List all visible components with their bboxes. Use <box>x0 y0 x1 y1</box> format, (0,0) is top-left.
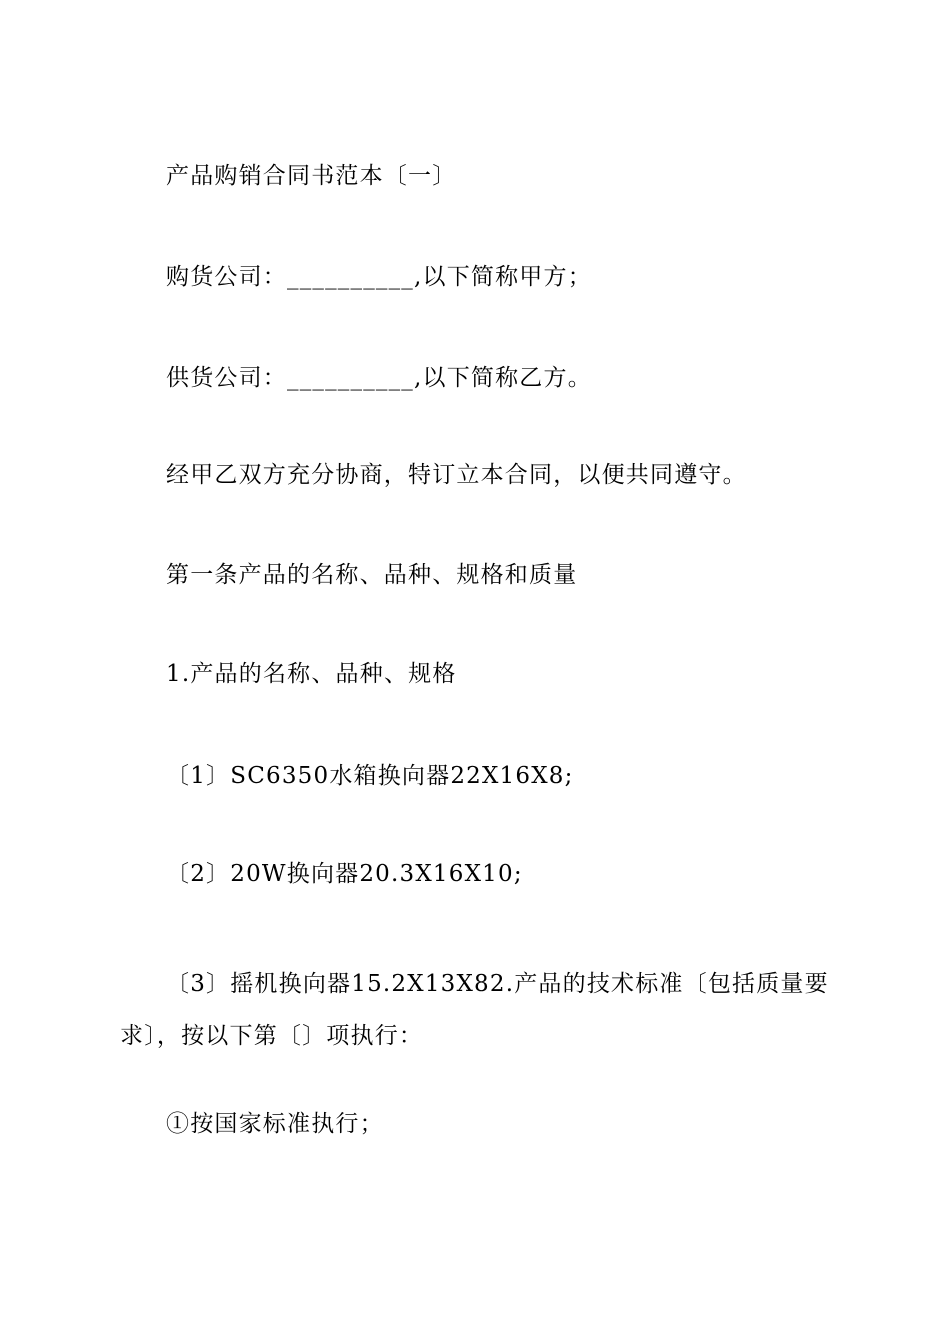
buyer-line: 购货公司：__________,以下简称甲方； <box>166 264 592 290</box>
document-title: 产品购销合同书范本〔一〕 <box>166 163 457 189</box>
spec-3-text: 〔3〕摇机换向器15.2X13X82.产品的技术标准〔包括质量要求〕，按以下第〔〕项执行： <box>120 971 829 1049</box>
spec-1-line: 〔1〕SC6350水箱换向器22X16X8; <box>166 763 574 789</box>
spec-3-paragraph <box>120 958 840 1062</box>
seller-line: 供货公司：__________,以下简称乙方。 <box>166 365 592 391</box>
article-1-heading: 第一条产品的名称、品种、规格和质量 <box>166 562 578 588</box>
item-1-heading: 1.产品的名称、品种、规格 <box>166 661 457 687</box>
spec-2-line: 〔2〕20W换向器20.3X16X10; <box>166 861 523 887</box>
standard-1-line: ①按国家标准执行； <box>166 1111 384 1137</box>
intro-paragraph: 经甲乙双方充分协商，特订立本合同，以便共同遵守。 <box>166 462 747 488</box>
